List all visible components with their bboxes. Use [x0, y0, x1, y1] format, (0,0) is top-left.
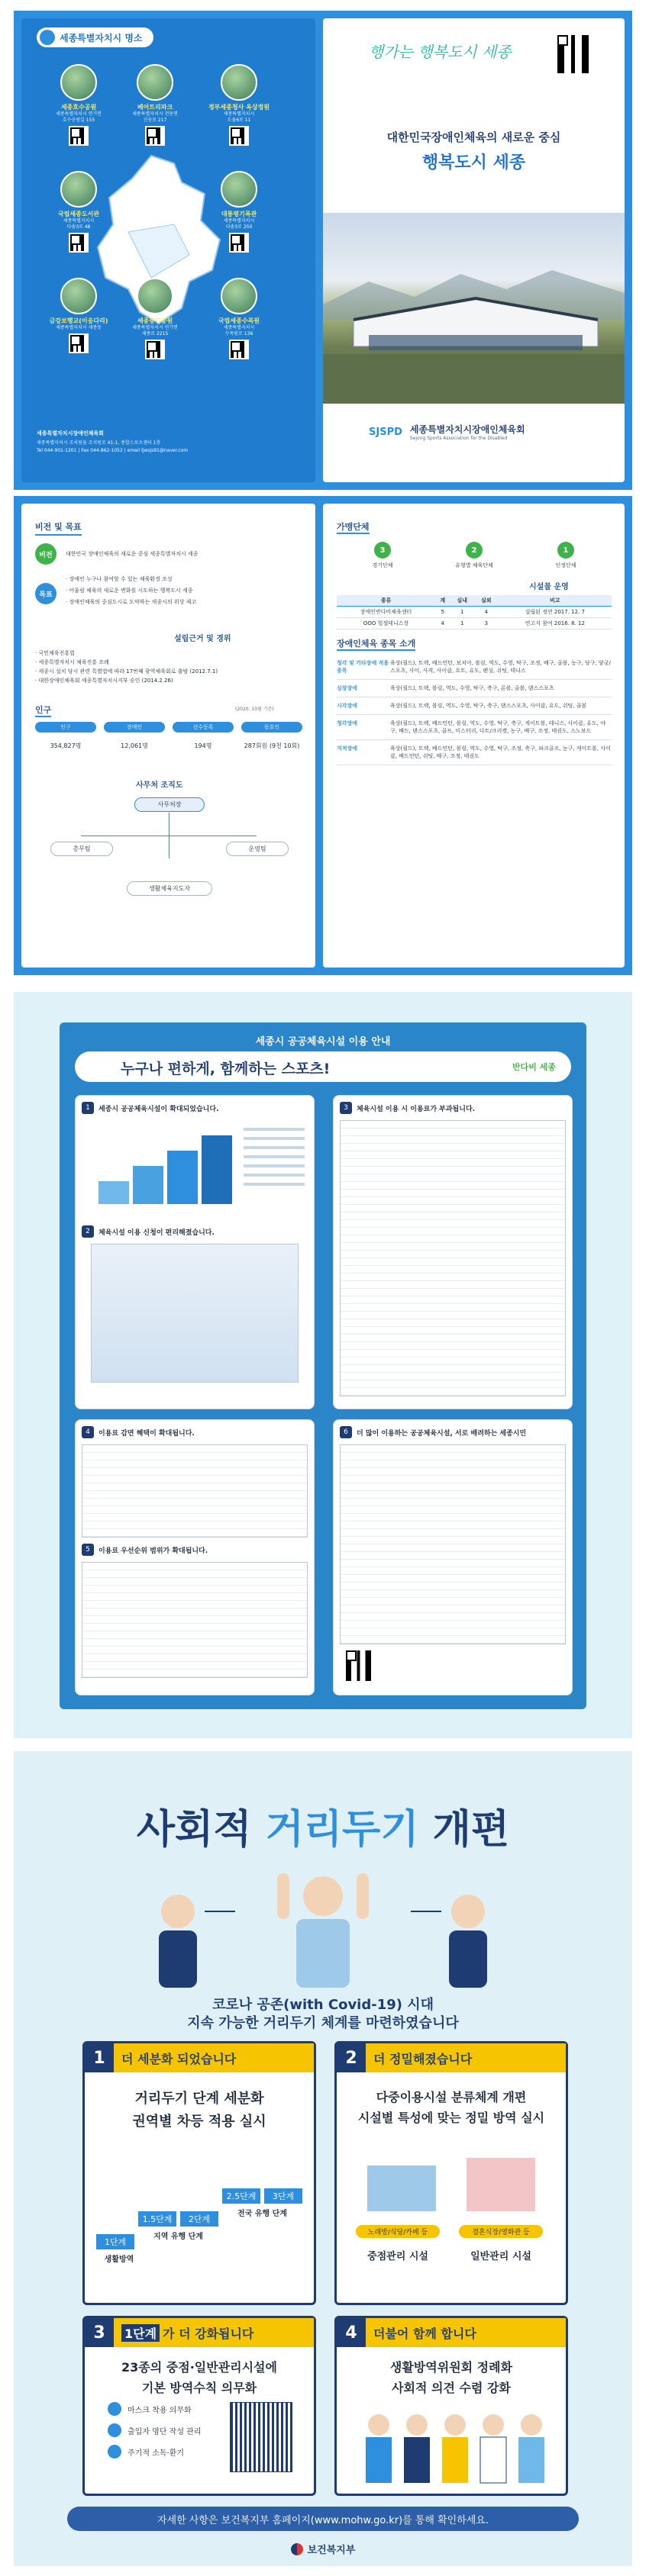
place-item	[37, 64, 121, 146]
qr-code	[145, 126, 165, 146]
table-cell: 4	[474, 607, 499, 618]
event-category: 시각장애	[337, 703, 358, 709]
guide-subtitle: 세종시 공공체육시설 이용 안내	[255, 1036, 391, 1048]
member-group-count: 3	[374, 542, 391, 559]
population-label: 장애인	[104, 722, 165, 733]
event-items: 육상(필드), 트랙, 배드민턴, 볼링, 역도, 수영, 탁구, 조정, 축구, 파크골프, 농구, 게이트볼, 사이클, 배드민턴, 쉬팅, 배구, 조정, 태권도	[390, 745, 611, 759]
table-cell: 5	[435, 607, 450, 618]
place-name: 세종중앙공원	[137, 317, 173, 324]
place-photo	[137, 64, 173, 101]
guide-box-1: 1 세종시 공공체육시설이 확대되었습니다. 2 체육시설 이용 신청이 편리해졌습니다.	[75, 1095, 315, 1409]
member-groups	[337, 542, 612, 569]
place-photo	[221, 278, 257, 314]
member-group-count: 2	[466, 542, 483, 559]
priority-table	[82, 1562, 308, 1678]
events-heading: 장애인체육 종목 소개	[337, 637, 415, 651]
population-stats	[35, 722, 302, 750]
basis-item: · 대한장애인체육회 세종특별자치시지부 승인 (2014.2.26)	[35, 678, 173, 684]
qr-code	[69, 126, 89, 146]
member-group	[528, 542, 604, 569]
org-chart-heading: 사무처 조직도	[136, 781, 183, 790]
place-address: 세종특별자치시 연기면 세종로 2215	[132, 325, 178, 336]
facility-bar-illustration	[76, 1120, 314, 1219]
event-row	[337, 697, 612, 715]
facility-heading: 시설물 운영	[529, 583, 569, 591]
table-row	[337, 607, 612, 618]
population-value: 194명	[194, 742, 212, 749]
vision-heading: 비전 및 목표	[35, 520, 82, 536]
guide-inner	[60, 1022, 586, 1709]
events-list	[337, 655, 612, 765]
rule-icon	[108, 2423, 121, 2437]
barcode-graphic	[230, 2402, 292, 2472]
qr-code	[229, 126, 249, 146]
qr-code	[69, 233, 89, 253]
population-value: 287회원 (9천 10회)	[244, 742, 300, 749]
member-group-count: 1	[557, 542, 574, 559]
population-label: 선수등록	[173, 722, 234, 733]
member-group-label: 인정단체	[555, 562, 576, 568]
table-cell: 3	[474, 618, 499, 630]
table-row	[337, 618, 612, 630]
place-item	[197, 171, 281, 253]
arena-illustration	[323, 213, 625, 404]
qr-code	[344, 1649, 378, 1682]
rule-icon	[108, 2445, 121, 2458]
table-cell: 설립된 정연 2017. 12. 7	[499, 607, 612, 618]
event-category: 청각장애	[337, 720, 358, 726]
guide-box-4: 4 이용료 감면 혜택이 확대됩니다. 5 이용료 우선순위 범위가 확대됩니다.	[75, 1419, 315, 1695]
vision-row: 비전 대한민국 장애인체육의 새로운 중심 세종특별자치시 세종	[35, 543, 198, 565]
basis-heading: 설립근거 및 경위	[174, 635, 231, 643]
ministry-logo: 보건복지부	[14, 2542, 632, 2556]
discount-table	[82, 1444, 308, 1538]
org-mid-1: 총무팀	[50, 842, 113, 856]
table-cell: OOO 힐셀테니스장	[337, 618, 435, 630]
table-header: 비고	[499, 595, 612, 607]
qr-code	[229, 233, 249, 253]
place-item	[197, 278, 281, 359]
rule-label: 주기적 소독·환기	[128, 2449, 184, 2458]
rule-list	[108, 2402, 201, 2466]
attractions-panel	[21, 18, 315, 482]
poster-title: 사회적 거리두기 개편	[136, 1807, 510, 1853]
headline-1: 대한민국장애인체육의 새로운 중심	[386, 130, 561, 144]
population-item	[35, 722, 96, 750]
event-row	[337, 715, 612, 740]
place-address: 세종특별자치시 연기면 호수공원길 155	[56, 111, 102, 123]
org-top: 사무처장	[134, 797, 205, 812]
qr-code	[556, 34, 597, 75]
rule-icon	[108, 2402, 121, 2416]
place-name: 금강보행교(이응다리)	[49, 317, 108, 324]
attractions-footer: 세종특별자치시장애인체육회 세종특별자치시 조치원읍 조치원로 41-1, 종합스포츠센터 1층 Tel 044-901-1201 | Fax 044-862-1052 | email ljwsjs91@naver.com	[37, 430, 189, 453]
place-name: 정부세종청사 옥상정원	[208, 104, 270, 111]
info-box-2: 2 더 정밀해졌습니다 다중이용시설 분류체계 개편 시설별 특성에 맞는 정밀 방역 실시 노래방/식당/카페 등 결혼식장/영화관 등 중점관리 시설 일반관리 시설	[334, 2041, 568, 2305]
org-logo: SJSPD 세종특별자치시장애인체육회 Sejong Sports Association for the Disabled	[369, 424, 525, 441]
table-header: 실내	[450, 595, 474, 607]
pin-icon	[40, 30, 55, 45]
table-cell: 4	[435, 618, 450, 630]
goal-row: 목표 · 장애인 누구나 참여할 수 있는 체육환경 조성 · 어울림 체육의 새로운 변화를 시도하는 행복도시 세종 · 장애인체육의 중심도시로 도약하는 세종시의 위상 제고	[35, 574, 196, 608]
table-header: 실외	[474, 595, 499, 607]
qr-code	[229, 340, 249, 359]
member-group-label: 유형별 체육단체	[455, 562, 493, 568]
org-bottom: 생활체육지도자	[127, 881, 212, 896]
info-box-4: 4 더불어 함께 합니다 생활방역위원회 정례화 사회적 의견 수렴 강화	[334, 2316, 568, 2496]
poster-subtitle-1: 코로나 공존(with Covid-19) 시대	[211, 1997, 434, 2013]
event-row	[337, 680, 612, 697]
place-name: 국립세종도서관	[57, 211, 100, 217]
etiquette-table	[340, 1444, 566, 1644]
table-cell: 1	[450, 607, 474, 618]
table-cell: 1	[450, 618, 474, 630]
event-row	[337, 740, 612, 765]
population-note: (2020. 10월 기준)	[235, 707, 274, 712]
place-name: 세종호수공원	[60, 104, 97, 111]
population-heading: 인구	[35, 704, 51, 717]
distancing-poster	[14, 1751, 632, 2566]
event-category: 지적장애	[337, 745, 358, 752]
event-category: 청각 및 기타장애 적용종목	[337, 660, 389, 674]
place-item	[113, 278, 197, 359]
place-address: 세종특별자치시 세종동	[56, 325, 102, 330]
goal-item: · 장애인 누구나 참여할 수 있는 체육환경 조성	[66, 576, 173, 582]
poster-footer: 자세한 사항은 보건복지부 홈페이지(www.mohw.go.kr)를 통해 확인하세요.	[67, 2507, 579, 2531]
ministry-emblem-icon	[291, 2543, 303, 2555]
brochure-cover	[14, 11, 632, 490]
table-cell: 연고지 참여 2016. 8. 12	[499, 618, 612, 630]
attractions-title: 세종특별자치시 명소	[37, 27, 153, 47]
table-header: 종류	[337, 595, 435, 607]
population-item	[241, 722, 302, 750]
place-address: 세종특별자치시 다솜3로 48	[63, 218, 95, 230]
rule-item	[108, 2445, 201, 2458]
reservation-screenshot	[91, 1244, 299, 1383]
place-photo	[60, 171, 97, 208]
place-address: 세종특별자치시 전동면 신송로 217	[132, 111, 178, 123]
population-label: 인구	[35, 722, 96, 733]
qr-code	[69, 333, 89, 353]
population-item	[104, 722, 165, 750]
event-row	[337, 655, 612, 680]
facility-table	[337, 595, 612, 630]
place-name: 베어트리파크	[137, 104, 173, 111]
event-items: 육상(필드), 트랙, 배드민턴, 볼링, 역도, 수영, 탁구, 축구, 게이트볼, 테니스, 사이클, 유도, 야구, 배드, 댄스스포츠, 골프, 미스터리, 다트/크리켓, 농구, 배구, 조정, 태권도, 스노보드	[390, 720, 606, 734]
member-group	[344, 542, 421, 569]
guide-banner: 누구나 편하게, 함께하는 스포츠! 반다비 세종	[75, 1051, 571, 1082]
population-label: 동호인	[241, 722, 302, 733]
guide-box-3: 3 체육시설 이용 시 이용료가 부과됩니다.	[333, 1095, 573, 1409]
place-address: 세종특별자치시 다솜3로 250	[223, 218, 255, 230]
place-name: 대통령기록관	[221, 211, 257, 217]
facility-guide	[14, 992, 632, 1738]
event-items: 육상(필드), 트랙, 볼링, 역도, 수영, 탁구, 축구, 댄스스포츠, 사이클, 유도, 쉬팅, 골볼	[390, 703, 587, 709]
cover-panel	[323, 18, 625, 482]
status-heading: 가맹단체	[337, 520, 370, 534]
table-header: 계	[435, 595, 450, 607]
rule-item	[108, 2402, 201, 2416]
rule-item	[108, 2423, 201, 2437]
qr-code	[145, 340, 165, 359]
place-item	[37, 278, 121, 353]
basis-item: · 국민체육진흥법	[35, 650, 75, 656]
org-mid-2: 운영팀	[226, 842, 289, 856]
place-item	[113, 64, 197, 146]
slogan: 행가는 행복도시 세종	[369, 43, 512, 61]
event-category: 심장장애	[337, 685, 358, 691]
basis-item: · 세종시 설치 당시 관련 특별법에 따라 17번째 광역체육회로 출범 (2012.7.1)	[35, 668, 218, 675]
event-items: 육상(필드), 트랙, 볼링, 역도, 수영, 탁구, 축구, 론볼, 골볼, 댄스스포츠	[390, 685, 554, 691]
goal-item: · 어울림 체육의 새로운 변화를 시도하는 행복도시 세종	[66, 588, 193, 594]
org-chart	[35, 797, 302, 935]
info-box-3: 3 1단계 가 더 강화됩니다 23종의 중점·일반관리시설에 기본 방역수칙 의무화 마스크 착용 의무화 출입자 명단 작성 관리 주기적 소독·환기	[82, 2316, 316, 2496]
headline-2: 행복도시 세종	[421, 153, 526, 172]
buildings-illustration	[352, 2150, 551, 2219]
place-item	[37, 171, 121, 253]
population-value: 12,061명	[121, 742, 148, 749]
basis-item: · 세종특별자치시 체육진흥 조례	[35, 659, 109, 665]
basis-list	[35, 649, 302, 685]
goal-item: · 장애인체육의 중심도시로 도약하는 세종시의 위상 제고	[66, 599, 197, 605]
place-photo	[60, 278, 97, 314]
place-item	[197, 64, 281, 146]
stage-steps: 1단계 1.5단계 2단계 2.5단계 3단계 생활방역 지역 유행 단계 전국 유행 단계	[96, 2158, 302, 2288]
member-group-label: 경기단체	[372, 562, 393, 568]
member-group	[436, 542, 512, 569]
place-address: 세종특별자치시 수목원로 136	[223, 325, 255, 336]
place-photo	[60, 64, 97, 101]
population-value: 354,827명	[50, 742, 82, 749]
inside-right-page	[323, 504, 625, 968]
place-photo	[137, 278, 173, 314]
info-box-1: 1 더 세분화 되었습니다 거리두기 단계 세분화 권역별 차등 적용 실시 1단계 1.5단계 2단계 2.5단계 3단계 생활방역 지역 유행 단계 전국 유행 단계	[82, 2041, 316, 2305]
poster-subtitle-2: 지속 가능한 거리두기 체계를 마련하였습니다	[187, 2015, 459, 2031]
place-address: 세종특별자치시 도움6로 11	[223, 111, 255, 123]
goal-list	[66, 574, 196, 608]
rule-label: 마스크 착용 의무화	[128, 2406, 192, 2415]
population-item	[173, 722, 234, 750]
guide-box-6: 6 더 많이 이용하는 공공체육시설, 서로 배려하는 세종시민	[333, 1419, 573, 1695]
place-photo	[221, 64, 257, 101]
inside-left-page	[21, 504, 315, 968]
committee-illustration	[352, 2402, 551, 2486]
fee-table	[340, 1120, 566, 1396]
people-illustration	[132, 1866, 514, 1988]
place-photo	[221, 171, 257, 208]
brochure-inside	[14, 496, 632, 975]
table-cell: 장애인반다비체육센터	[337, 607, 435, 618]
event-items: 육상(필드), 트랙, 배드민턴, 보치아, 볼링, 역도, 수영, 탁구, 조정, 배구, 골볼, 농구, 당구, 양궁/스포츠, 사이, 사격, 사이클, 요트, 유도, 펜싱, 쉬팅, 테니스	[390, 660, 611, 674]
place-name: 국립세종수목원	[218, 317, 260, 324]
arena-photo	[323, 213, 625, 404]
rule-label: 출입자 명단 작성 관리	[128, 2427, 202, 2436]
